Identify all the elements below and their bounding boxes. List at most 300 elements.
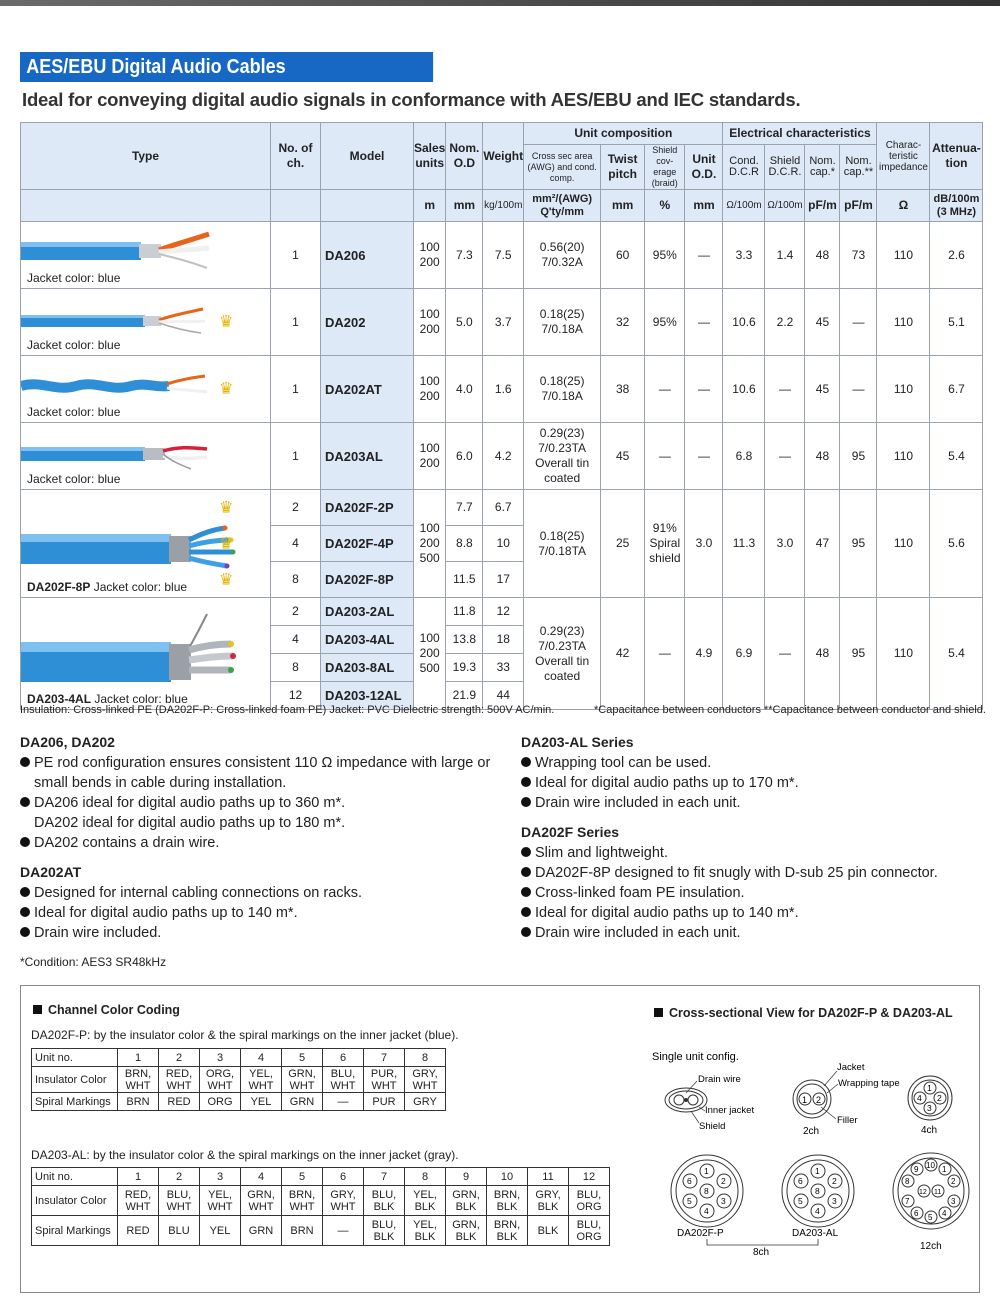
unit-char-imp: Ω	[877, 190, 930, 222]
leader-line	[691, 1111, 699, 1123]
f-table-note: DA202F-P: by the insulator color & the spiral markings on the inner jacket (blue).	[31, 1028, 459, 1042]
cell-ch: 1	[271, 423, 321, 490]
insulator-color-cell: BLU, WHT	[323, 1067, 364, 1093]
bullet-icon	[20, 887, 30, 897]
list-item	[521, 863, 938, 883]
bullet-icon	[521, 887, 531, 897]
list-item	[20, 753, 490, 773]
svg-text:3: 3	[927, 1103, 932, 1113]
cell-shield-dcr: 3.0	[765, 490, 805, 598]
cell-od: 5.0	[446, 289, 483, 356]
insulator-color-cell: RED, WHT	[159, 1067, 200, 1093]
cell-ch: 12	[271, 682, 321, 710]
condition-note: *Condition: AES3 SR48kHz	[20, 955, 167, 969]
spiral-marking-cell: RED	[159, 1093, 200, 1111]
insulator-color-cell: BRN, WHT	[282, 1186, 323, 1216]
cell-cond-dcr: 6.9	[723, 598, 765, 710]
svg-text:3: 3	[832, 1196, 837, 1206]
cell-cap: 47	[805, 490, 840, 598]
unit-no-ch	[271, 190, 321, 222]
cell-ch	[219, 490, 321, 526]
leader-line	[824, 1071, 837, 1086]
cell-od: 6.0	[446, 423, 483, 490]
list-item	[20, 833, 219, 853]
list-item-text: PE rod configuration ensures consistent 110 Ω impedance with large or	[34, 755, 491, 771]
cell-od: 19.3	[446, 654, 483, 682]
unit-no-cell: 4	[241, 1168, 282, 1186]
type-caption-text: Jacket color: blue	[90, 580, 188, 594]
header-model: Model	[321, 123, 414, 190]
spiral-marking-cell: BRN, BLK	[487, 1216, 528, 1246]
unit-no-cell: 2	[159, 1049, 200, 1067]
svg-text:1: 1	[815, 1166, 820, 1176]
spiral-marking-cell: GRN	[241, 1216, 282, 1246]
insulator-color-cell: RED, WHT	[118, 1186, 159, 1216]
label-da202f-p: DA202F-P	[677, 1228, 724, 1239]
list-item-text: Drain wire included in each unit.	[535, 795, 741, 811]
spiral-marking-cell: BLU, ORG	[569, 1216, 610, 1246]
bullet-icon	[521, 907, 531, 917]
spiral-marking-cell: BRN	[282, 1216, 323, 1246]
list-item	[20, 793, 345, 813]
svg-text:1: 1	[802, 1095, 808, 1105]
heading-da202f: DA202F Series	[521, 824, 620, 840]
cell-sales: 100 200 500	[414, 598, 446, 710]
cell-shield: —	[645, 598, 685, 710]
cell-cap2: 95	[840, 423, 877, 490]
spiral-marking-cell: BRN	[118, 1093, 159, 1111]
header-sales-units: Sales units	[414, 123, 446, 190]
cell-unit-od: —	[685, 356, 723, 423]
cell-cap2: 95	[840, 490, 877, 598]
cell-model: DA202F-4P	[321, 526, 414, 562]
insulator-color-cell: GRY, BLK	[528, 1186, 569, 1216]
cell-ch: 4	[271, 626, 321, 654]
unit-weight: kg/100m	[483, 190, 524, 222]
table-row	[21, 598, 983, 626]
crown-icon: ♛	[219, 313, 234, 331]
cell-twist: 42	[601, 598, 645, 710]
list-item	[20, 903, 298, 923]
cell-att: 5.6	[930, 490, 983, 598]
unit-shield-coverage: %	[645, 190, 685, 222]
cell-od: 7.3	[446, 222, 483, 289]
spiral-marking-cell: YEL	[241, 1093, 282, 1111]
bullet-icon	[521, 847, 531, 857]
unit-no-cell: 8	[405, 1049, 446, 1067]
insulator-color-cell: BLU, WHT	[159, 1186, 200, 1216]
top-bar	[0, 0, 1000, 6]
bullet-icon	[20, 907, 30, 917]
list-item	[20, 923, 161, 943]
cross-section-da202f-p	[671, 1155, 743, 1227]
header-type: Type	[21, 123, 271, 190]
spiral-marking-cell: —	[323, 1216, 364, 1246]
table-note-right: *Capacitance between conductors **Capacitance between conductor and shield.	[594, 704, 986, 716]
insulator-color-cell: BRN, WHT	[118, 1067, 159, 1093]
label-da203-al: DA203-AL	[792, 1228, 839, 1239]
cell-cond-dcr: 3.3	[723, 222, 765, 289]
svg-text:2: 2	[721, 1176, 726, 1186]
unit-nom-cap: pF/m	[805, 190, 840, 222]
unit-no-cell: 4	[241, 1049, 282, 1067]
al-color-table	[31, 1167, 610, 1246]
label-unit-no: Unit no.	[32, 1168, 118, 1186]
spiral-marking-cell: ORG	[200, 1093, 241, 1111]
header-electrical: Electrical characteristics	[723, 123, 877, 145]
cell-shield: 95%	[645, 289, 685, 356]
cell-weight: 12	[483, 598, 524, 626]
insulator-color-cell: GRY, WHT	[405, 1067, 446, 1093]
cell-weight: 6.7	[483, 490, 524, 526]
leader-line	[827, 1084, 838, 1093]
list-item-text: Ideal for digital audio paths up to 140 m*.	[535, 905, 799, 921]
cell-od: 4.0	[446, 356, 483, 423]
cell-ch: 2	[271, 598, 321, 626]
label-insulator: Insulator Color	[32, 1186, 118, 1216]
type-caption	[27, 692, 188, 706]
header-shield-dcr: Shield D.C.R.	[765, 145, 805, 190]
cell-att: 5.1	[930, 289, 983, 356]
cell-od: 8.8	[446, 526, 483, 562]
spiral-marking-cell: PUR	[364, 1093, 405, 1111]
cell-cross: 0.18(25) 7/0.18A	[524, 356, 601, 423]
single-unit-label: Single unit config.	[652, 1051, 739, 1063]
cell-imp: 110	[877, 356, 930, 423]
color-coding-heading	[33, 1003, 180, 1017]
cell-cross: 0.18(25) 7/0.18A	[524, 289, 601, 356]
cell-shield: 91% Spiral shield	[645, 490, 685, 598]
spiral-marking-cell: YEL	[200, 1216, 241, 1246]
unit-no-cell: 8	[405, 1168, 446, 1186]
svg-text:4: 4	[942, 1209, 947, 1218]
cell-twist: 32	[601, 289, 645, 356]
cell-cap2: 73	[840, 222, 877, 289]
table-row	[21, 490, 983, 526]
type-caption: Jacket color: blue	[27, 271, 121, 285]
cell-ch	[219, 526, 321, 562]
list-item-text: Drain wire included.	[34, 925, 162, 941]
unit-cond-dcr: Ω/100m	[723, 190, 765, 222]
shield-label: Shield	[699, 1121, 726, 1132]
table-note-left: Insulation: Cross-linked PE (DA202F-P: Cross-linked foam PE) Jacket: PVC Dielectric strength: 500V AC/min.	[20, 704, 555, 716]
spiral-marking-cell: YEL, BLK	[405, 1216, 446, 1246]
svg-text:11: 11	[934, 1189, 942, 1196]
cell-sales: 100 200	[414, 356, 446, 423]
unit-shield-dcr: Ω/100m	[765, 190, 805, 222]
cross-section-da203-al	[782, 1155, 854, 1227]
cell-od: 11.5	[446, 562, 483, 598]
cell-weight: 3.7	[483, 289, 524, 356]
unit-type	[21, 190, 271, 222]
unit-sales: m	[414, 190, 446, 222]
cell-cond-dcr: 6.8	[723, 423, 765, 490]
cell-ch-value: 1	[292, 381, 299, 396]
section-title-band	[20, 52, 433, 82]
svg-text:6: 6	[914, 1209, 919, 1218]
cell-ch-value: 4	[292, 536, 299, 550]
cell-model: DA202F-8P	[321, 562, 414, 598]
list-item: DA202 ideal for digital audio paths up to 180 m*.	[34, 815, 346, 831]
cell-weight: 10	[483, 526, 524, 562]
cell-shield: —	[645, 423, 685, 490]
cell-cond-dcr: 11.3	[723, 490, 765, 598]
insulator-color-cell: YEL, WHT	[200, 1186, 241, 1216]
cell-weight: 44	[483, 682, 524, 710]
cell-shield-dcr: —	[765, 598, 805, 710]
type-cell	[21, 423, 271, 490]
cell-twist: 60	[601, 222, 645, 289]
cell-cross: 0.29(23) 7/0.23TA Overall tin coated	[524, 423, 601, 490]
cell-weight: 7.5	[483, 222, 524, 289]
cell-cap: 48	[805, 222, 840, 289]
list-item	[20, 883, 362, 903]
cell-shield-dcr: —	[765, 356, 805, 423]
jacket-label: Jacket	[837, 1062, 865, 1073]
cell-sales: 100 200 500	[414, 490, 446, 598]
cell-cond-dcr: 10.6	[723, 356, 765, 423]
unit-twist-pitch: mm	[601, 190, 645, 222]
cable-image-da206	[21, 228, 211, 276]
unit-no-cell: 12	[569, 1168, 610, 1186]
cell-weight: 1.6	[483, 356, 524, 423]
cell-weight: 18	[483, 626, 524, 654]
cell-imp: 110	[877, 598, 930, 710]
svg-text:4: 4	[917, 1093, 922, 1103]
list-item-text: Cross-linked foam PE insulation.	[535, 885, 745, 901]
cable-image-da202f-8p	[21, 506, 251, 586]
cell-cap2: —	[840, 289, 877, 356]
f-color-table	[31, 1048, 446, 1111]
insulator-color-cell: YEL, WHT	[241, 1067, 282, 1093]
cell-model: DA202	[321, 289, 414, 356]
cell-model: DA203-8AL	[321, 654, 414, 682]
unit-no-cell: 1	[118, 1049, 159, 1067]
unit-no-cell: 7	[364, 1049, 405, 1067]
unit-no-cell: 3	[200, 1168, 241, 1186]
cell-model: DA206	[321, 222, 414, 289]
cell-imp: 110	[877, 423, 930, 490]
insulator-color-cell: BLU, ORG	[569, 1186, 610, 1216]
type-cell	[21, 598, 271, 710]
heading-da206-da202: DA206, DA202	[20, 734, 115, 750]
svg-text:2: 2	[816, 1095, 822, 1105]
cross-section-12ch	[893, 1153, 969, 1229]
square-bullet-icon	[33, 1005, 42, 1014]
spiral-marking-cell: GRN	[282, 1093, 323, 1111]
cell-cond-dcr: 10.6	[723, 289, 765, 356]
unit-no-cell: 6	[323, 1168, 364, 1186]
spiral-marking-cell: —	[323, 1093, 364, 1111]
svg-text:5: 5	[928, 1213, 933, 1222]
cell-cap: 48	[805, 598, 840, 710]
cross-section-4ch	[908, 1076, 952, 1120]
cell-model: DA202F-2P	[321, 490, 414, 526]
unit-no-cell: 11	[528, 1168, 569, 1186]
crown-icon: ♛	[219, 571, 234, 588]
header-weight: Weight	[483, 123, 524, 190]
label-2ch: 2ch	[803, 1126, 820, 1137]
cell-ch	[219, 356, 321, 423]
list-item	[521, 923, 741, 943]
cable-image-da203-4al	[21, 608, 251, 698]
cell-ch-value: 2	[292, 500, 299, 514]
cell-ch-value: 1	[292, 314, 299, 329]
list-item	[521, 773, 799, 793]
svg-text:8: 8	[815, 1186, 820, 1196]
insulator-color-cell: ORG, WHT	[200, 1067, 241, 1093]
list-item-text: DA202F-8P designed to fit snugly with D-sub 25 pin connector.	[535, 865, 938, 881]
list-item: small bends in cable during installation.	[34, 775, 287, 791]
cell-shield: 95%	[645, 222, 685, 289]
label-insulator: Insulator Color	[32, 1067, 118, 1093]
svg-text:2: 2	[951, 1177, 956, 1186]
cell-imp: 110	[877, 490, 930, 598]
bullet-icon	[20, 837, 30, 847]
svg-text:12: 12	[919, 1189, 927, 1196]
header-atten: Attenua-tion	[930, 123, 983, 190]
header-unit-od: Unit O.D.	[685, 145, 723, 190]
insulator-color-cell: GRY, WHT	[323, 1186, 364, 1216]
cell-cross: 0.18(25) 7/0.18TA	[524, 490, 601, 598]
unit-no-cell: 2	[159, 1168, 200, 1186]
list-item-text: DA206 ideal for digital audio paths up to 360 m*.	[34, 795, 346, 811]
cell-twist: 45	[601, 423, 645, 490]
table-row	[21, 423, 983, 490]
list-item-text: Designed for internal cabling connections on racks.	[34, 885, 363, 901]
svg-text:10: 10	[926, 1161, 935, 1170]
header-twist-pitch: Twist pitch	[601, 145, 645, 190]
cell-att: 6.7	[930, 356, 983, 423]
header-nom-cap2: Nom. cap.**	[840, 145, 877, 190]
list-item-text: Wrapping tool can be used.	[535, 755, 712, 771]
svg-text:1: 1	[704, 1166, 709, 1176]
cable-image-da203al	[21, 429, 211, 477]
svg-text:5: 5	[687, 1196, 692, 1206]
list-item	[521, 843, 668, 863]
header-nom-cap: Nom. cap.*	[805, 145, 840, 190]
list-item	[521, 883, 745, 903]
label-4ch: 4ch	[921, 1125, 938, 1136]
svg-text:4: 4	[704, 1206, 709, 1216]
svg-text:6: 6	[687, 1176, 692, 1186]
cell-imp: 110	[877, 289, 930, 356]
cell-imp: 110	[877, 222, 930, 289]
svg-text:1: 1	[942, 1165, 947, 1174]
list-item	[521, 793, 741, 813]
crown-icon: ♛	[219, 499, 234, 516]
header-no-ch: No. of ch.	[271, 123, 321, 190]
svg-text:3: 3	[721, 1196, 726, 1206]
cell-shield: —	[645, 356, 685, 423]
cell-cap: 45	[805, 289, 840, 356]
square-bullet-icon	[654, 1008, 663, 1017]
spiral-marking-cell: BLU, BLK	[364, 1216, 405, 1246]
color-coding-box	[20, 985, 980, 1293]
list-item	[521, 903, 799, 923]
list-item-text: DA202 contains a drain wire.	[34, 835, 220, 851]
unit-no-cell: 7	[364, 1168, 405, 1186]
cell-unit-od: —	[685, 289, 723, 356]
color-coding-heading-text: Channel Color Coding	[48, 1003, 180, 1017]
unit-unit-od: mm	[685, 190, 723, 222]
cross-section-2ch	[793, 1080, 831, 1118]
cell-unit-od: 4.9	[685, 598, 723, 710]
type-caption-text: Jacket color: blue	[91, 692, 188, 706]
cable-image-da202at	[21, 362, 211, 410]
cell-cross: 0.56(20) 7/0.32A	[524, 222, 601, 289]
cell-cross: 0.29(23) 7/0.23TA Overall tin coated	[524, 598, 601, 710]
cell-shield-dcr: 1.4	[765, 222, 805, 289]
header-unit-composition: Unit composition	[524, 123, 723, 145]
svg-text:9: 9	[914, 1165, 919, 1174]
table-row	[21, 289, 983, 356]
label-spiral: Spiral Markings	[32, 1093, 118, 1111]
cell-weight: 17	[483, 562, 524, 598]
label-unit-no: Unit no.	[32, 1049, 118, 1067]
bullet-icon	[20, 757, 30, 767]
cell-weight: 33	[483, 654, 524, 682]
heading-da203al: DA203-AL Series	[521, 734, 634, 750]
type-caption	[27, 580, 187, 594]
table-row	[21, 356, 983, 423]
cell-ch	[219, 289, 321, 356]
bullet-icon	[521, 777, 531, 787]
unit-no-cell: 5	[282, 1049, 323, 1067]
type-caption-model: DA202F-8P	[27, 580, 91, 594]
spiral-marking-cell: BLK	[528, 1216, 569, 1246]
cell-model: DA203-4AL	[321, 626, 414, 654]
unit-no-cell: 1	[118, 1168, 159, 1186]
svg-text:4: 4	[815, 1206, 820, 1216]
cross-section-heading	[654, 1006, 953, 1020]
cell-twist: 38	[601, 356, 645, 423]
list-item-text: Ideal for digital audio paths up to 170 m*.	[535, 775, 799, 791]
cell-att: 5.4	[930, 598, 983, 710]
section-title: AES/EBU Digital Audio Cables	[26, 56, 286, 78]
svg-text:2: 2	[832, 1176, 837, 1186]
unit-no-cell: 9	[446, 1168, 487, 1186]
unit-nom-od: mm	[446, 190, 483, 222]
unit-cross-sec: mm²/(AWG) Q'ty/mm	[524, 190, 601, 222]
svg-text:7: 7	[905, 1197, 910, 1206]
svg-text:8: 8	[704, 1186, 709, 1196]
unit-no-cell: 5	[282, 1168, 323, 1186]
cell-att: 5.4	[930, 423, 983, 490]
svg-text:6: 6	[798, 1176, 803, 1186]
svg-text:1: 1	[927, 1083, 932, 1093]
cell-shield-dcr: —	[765, 423, 805, 490]
insulator-color-cell: BRN, BLK	[487, 1186, 528, 1216]
type-caption: Jacket color: blue	[27, 405, 121, 419]
cell-att: 2.6	[930, 222, 983, 289]
heading-da202at: DA202AT	[20, 864, 82, 880]
unit-no-cell: 10	[487, 1168, 528, 1186]
cell-cap2: —	[840, 356, 877, 423]
spiral-marking-cell: GRY	[405, 1093, 446, 1111]
header-char-imp: Charac-teristic impedance	[877, 123, 930, 190]
wrapping-tape-label: Wrapping tape	[838, 1078, 900, 1089]
bullet-icon	[521, 797, 531, 807]
filler-label: Filler	[837, 1115, 858, 1126]
unit-atten: dB/100m (3 MHz)	[930, 190, 983, 222]
cell-sales: 100 200	[414, 289, 446, 356]
drain-wire-label: Drain wire	[698, 1074, 741, 1085]
page-subtitle: Ideal for conveying digital audio signals in conformance with AES/EBU and IEC standards.	[22, 89, 801, 110]
list-item-text: Ideal for digital audio paths up to 140 m*.	[34, 905, 298, 921]
bullet-icon	[20, 927, 30, 937]
svg-text:3: 3	[951, 1197, 956, 1206]
